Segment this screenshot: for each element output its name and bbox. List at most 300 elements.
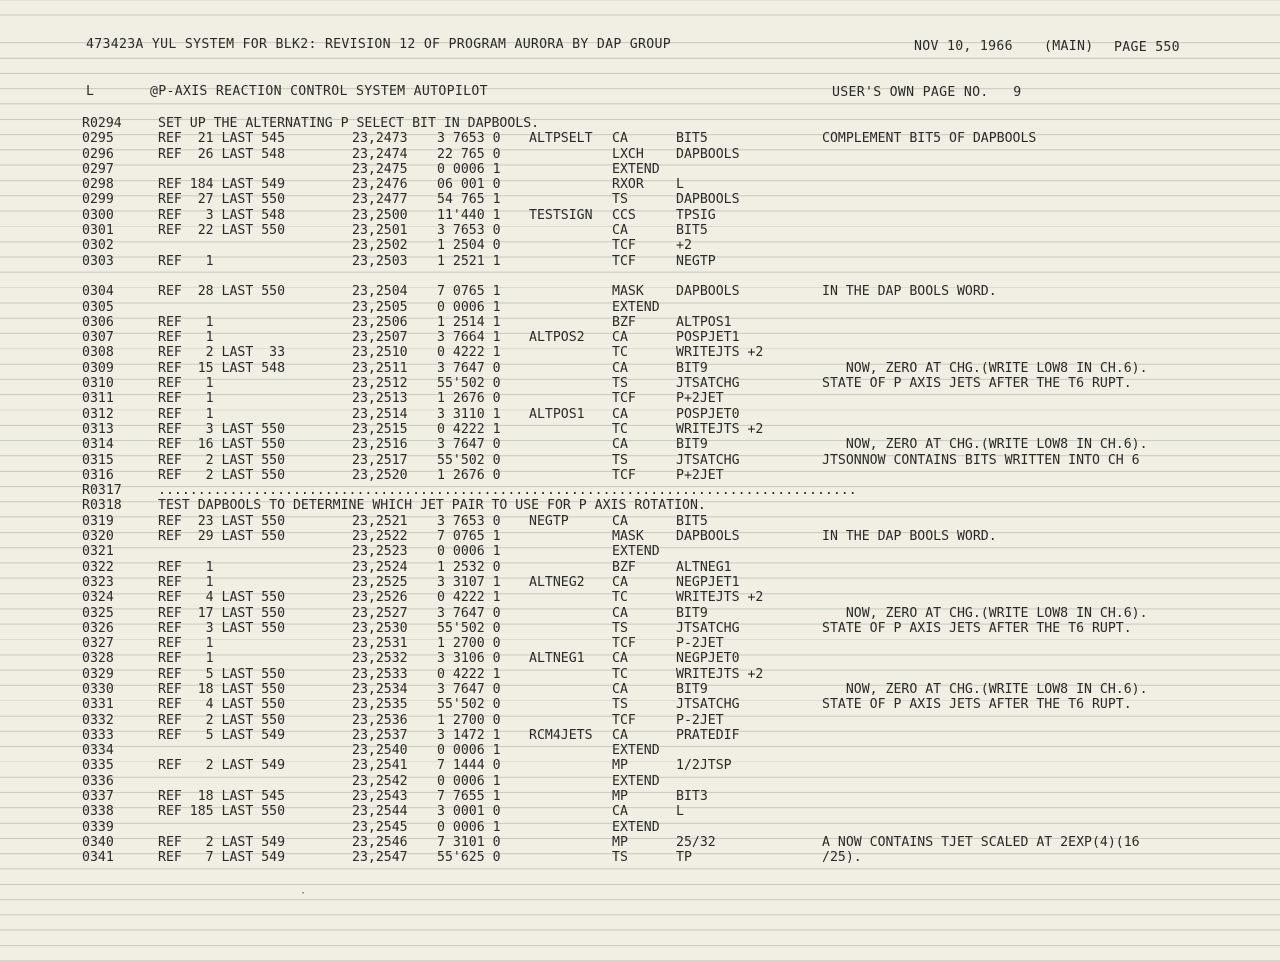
- reference-field: REF 5 LAST 550: [158, 666, 286, 682]
- listing-row: [0, 376, 1280, 391]
- octal-code: 06 001 0: [437, 177, 501, 193]
- listing-row: [0, 850, 1280, 865]
- remark-text: TEST DAPBOOLS TO DETERMINE WHICH JET PAIR TO USE FOR P AXIS ROTATION.: [158, 498, 706, 514]
- operand: NEGPJET1: [676, 574, 740, 590]
- line-number: 0332: [82, 712, 114, 728]
- opcode: EXTEND: [612, 299, 660, 315]
- line-number: 0325: [82, 605, 114, 621]
- octal-code: 1 2521 1: [437, 253, 501, 269]
- operand: WRITEJTS +2: [676, 666, 764, 682]
- reference-field: REF 184 LAST 549: [158, 177, 286, 193]
- listing-row: [0, 391, 1280, 406]
- address-field: 23,2540: [352, 743, 408, 759]
- listing-row: [0, 422, 1280, 437]
- line-number: 0306: [82, 314, 114, 330]
- address-field: 23,2537: [352, 727, 408, 743]
- comment: IN THE DAP BOOLS WORD.: [822, 284, 997, 300]
- line-number: 0298: [82, 177, 114, 193]
- reference-field: REF 2 LAST 33: [158, 345, 286, 361]
- reference-field: REF 29 LAST 550: [158, 529, 286, 545]
- comment: COMPLEMENT BIT5 OF DAPBOOLS: [822, 131, 1037, 147]
- octal-code: 3 7653 0: [437, 513, 501, 529]
- line-number: 0307: [82, 330, 114, 346]
- line-number: 0320: [82, 529, 114, 545]
- address-field: 23,2536: [352, 712, 408, 728]
- address-field: 23,2512: [352, 376, 408, 392]
- line-number: 0311: [82, 391, 114, 407]
- line-number: 0303: [82, 253, 114, 269]
- symbol-label: ALTPOS1: [529, 406, 585, 422]
- listing-row: [0, 529, 1280, 544]
- operand: DAPBOOLS: [676, 529, 740, 545]
- reference-field: REF 2 LAST 550: [158, 712, 286, 728]
- comment: NOW, ZERO AT CHG.(WRITE LOW8 IN CH.6).: [822, 437, 1148, 453]
- comment: STATE OF P AXIS JETS AFTER THE T6 RUPT.: [822, 620, 1132, 636]
- reference-field: REF 18 LAST 545: [158, 789, 286, 805]
- address-field: 23,2541: [352, 758, 408, 774]
- operand: L: [676, 177, 684, 193]
- reference-field: REF 185 LAST 550: [158, 804, 286, 820]
- page-number: PAGE 550: [1114, 40, 1180, 55]
- operand: BIT5: [676, 131, 708, 147]
- line-number: 0334: [82, 743, 114, 759]
- opcode: TS: [612, 192, 628, 208]
- octal-code: 7 3101 0: [437, 834, 501, 850]
- octal-code: 1 2514 1: [437, 314, 501, 330]
- line-number: 0295: [82, 131, 114, 147]
- octal-code: 3 7664 1: [437, 330, 501, 346]
- address-field: 23,2513: [352, 391, 408, 407]
- listing-row: [0, 820, 1280, 835]
- line-number: 0310: [82, 376, 114, 392]
- print-date: NOV 10, 1966: [914, 39, 1013, 54]
- operand: PRATEDIF: [676, 727, 740, 743]
- reference-field: REF 2 LAST 549: [158, 834, 286, 850]
- listing-row: [0, 284, 1280, 299]
- address-field: 23,2535: [352, 697, 408, 713]
- listing-row: [0, 774, 1280, 789]
- listing-row: [0, 713, 1280, 728]
- opcode: EXTEND: [612, 544, 660, 560]
- operand: NEGTP: [676, 253, 716, 269]
- listing-row: [0, 483, 1280, 498]
- opcode: BZF: [612, 314, 636, 330]
- line-number: 0324: [82, 590, 114, 606]
- listing-row: [0, 789, 1280, 804]
- opcode: CA: [612, 330, 628, 346]
- reference-field: REF 28 LAST 550: [158, 284, 286, 300]
- listing-row: [0, 468, 1280, 483]
- listing-row: [0, 560, 1280, 575]
- listing-row: [0, 162, 1280, 177]
- line-number: 0336: [82, 773, 114, 789]
- octal-code: 0 4222 1: [437, 666, 501, 682]
- address-field: 23,2524: [352, 559, 408, 575]
- operand: P+2JET: [676, 391, 724, 407]
- opcode: CA: [612, 651, 628, 667]
- address-field: 23,2510: [352, 345, 408, 361]
- operand: JTSATCHG: [676, 376, 740, 392]
- line-number: 0316: [82, 467, 114, 483]
- opcode: TS: [612, 376, 628, 392]
- line-number: 0309: [82, 360, 114, 376]
- comment: STATE OF P AXIS JETS AFTER THE T6 RUPT.: [822, 697, 1132, 713]
- opcode: CCS: [612, 207, 636, 223]
- opcode: EXTEND: [612, 819, 660, 835]
- listing-row: [0, 606, 1280, 621]
- octal-code: 3 7653 0: [437, 223, 501, 239]
- operand: WRITEJTS +2: [676, 421, 764, 437]
- comment: NOW, ZERO AT CHG.(WRITE LOW8 IN CH.6).: [822, 681, 1148, 697]
- opcode: CA: [612, 513, 628, 529]
- opcode: MP: [612, 834, 628, 850]
- octal-code: 7 7655 1: [437, 789, 501, 805]
- comment: A NOW CONTAINS TJET SCALED AT 2EXP(4)(16: [822, 834, 1140, 850]
- octal-code: 0 4222 1: [437, 590, 501, 606]
- line-number: 0304: [82, 284, 114, 300]
- operand: 1/2JTSP: [676, 758, 732, 774]
- print-mode: (MAIN): [1044, 39, 1094, 54]
- paper-speck: ·: [300, 888, 307, 899]
- line-number: 0335: [82, 758, 114, 774]
- octal-code: 3 0001 0: [437, 804, 501, 820]
- line-number: 0305: [82, 299, 114, 315]
- operand: P+2JET: [676, 467, 724, 483]
- listing-row: [0, 804, 1280, 819]
- operand: ALTPOS1: [676, 314, 732, 330]
- octal-code: 1 2700 0: [437, 636, 501, 652]
- address-field: 23,2504: [352, 284, 408, 300]
- opcode: CA: [612, 605, 628, 621]
- address-field: 23,2475: [352, 161, 408, 177]
- reference-field: REF 1: [158, 636, 214, 652]
- listing-row: [0, 651, 1280, 666]
- opcode: CA: [612, 437, 628, 453]
- opcode: RXOR: [612, 177, 644, 193]
- reference-field: REF 4 LAST 550: [158, 697, 286, 713]
- address-field: 23,2543: [352, 789, 408, 805]
- listing-row: [0, 131, 1280, 146]
- line-number: 0297: [82, 161, 114, 177]
- reference-field: REF 2 LAST 549: [158, 758, 286, 774]
- address-field: 23,2506: [352, 314, 408, 330]
- reference-field: REF 26 LAST 548: [158, 146, 286, 162]
- opcode: TCF: [612, 712, 636, 728]
- reference-field: REF 1: [158, 559, 214, 575]
- reference-field: REF 16 LAST 550: [158, 437, 286, 453]
- remark-text: ........................................................................................: [158, 483, 857, 499]
- operand: JTSATCHG: [676, 452, 740, 468]
- address-field: 23,2514: [352, 406, 408, 422]
- operand: BIT5: [676, 513, 708, 529]
- address-field: 23,2534: [352, 681, 408, 697]
- listing-row: [0, 147, 1280, 162]
- octal-code: 55'625 0: [437, 850, 501, 866]
- symbol-label: ALTNEG1: [529, 651, 585, 667]
- line-number: R0318: [82, 498, 122, 514]
- octal-code: 3 3106 0: [437, 651, 501, 667]
- operand: P-2JET: [676, 636, 724, 652]
- comment: JTSONNOW CONTAINS BITS WRITTEN INTO CH 6: [822, 452, 1140, 468]
- octal-code: 1 2532 0: [437, 559, 501, 575]
- opcode: CA: [612, 131, 628, 147]
- operand: BIT9: [676, 360, 708, 376]
- line-number: 0327: [82, 636, 114, 652]
- line-number: 0340: [82, 834, 114, 850]
- listing-row: [0, 223, 1280, 238]
- listing-row: [0, 682, 1280, 697]
- octal-code: 7 0765 1: [437, 529, 501, 545]
- octal-code: 3 3107 1: [437, 574, 501, 590]
- operand: L: [676, 804, 684, 820]
- reference-field: REF 2 LAST 550: [158, 452, 286, 468]
- operand: JTSATCHG: [676, 697, 740, 713]
- operand: BIT9: [676, 681, 708, 697]
- opcode: TS: [612, 452, 628, 468]
- reference-field: REF 3 LAST 550: [158, 421, 286, 437]
- address-field: 23,2476: [352, 177, 408, 193]
- address-field: 23,2520: [352, 467, 408, 483]
- octal-code: 55'502 0: [437, 376, 501, 392]
- listing-row: [0, 315, 1280, 330]
- line-number: 0302: [82, 238, 114, 254]
- octal-code: 0 0006 1: [437, 743, 501, 759]
- line-number: 0328: [82, 651, 114, 667]
- comment: /25).: [822, 850, 862, 866]
- listing-row: [0, 590, 1280, 605]
- opcode: TCF: [612, 391, 636, 407]
- listing-row: [0, 743, 1280, 758]
- operand: DAPBOOLS: [676, 284, 740, 300]
- reference-field: REF 2 LAST 550: [158, 467, 286, 483]
- address-field: 23,2544: [352, 804, 408, 820]
- opcode: TCF: [612, 636, 636, 652]
- symbol-label: ALTPOS2: [529, 330, 585, 346]
- octal-code: 11'440 1: [437, 207, 501, 223]
- reference-field: REF 1: [158, 376, 214, 392]
- address-field: 23,2521: [352, 513, 408, 529]
- listing-row: [0, 621, 1280, 636]
- address-field: 23,2505: [352, 299, 408, 315]
- listing-row: [0, 437, 1280, 452]
- reference-field: REF 7 LAST 549: [158, 850, 286, 866]
- line-number: 0300: [82, 207, 114, 223]
- line-number: 0331: [82, 697, 114, 713]
- opcode: TC: [612, 345, 628, 361]
- operand: JTSATCHG: [676, 620, 740, 636]
- listing-row: [0, 192, 1280, 207]
- octal-code: 54 765 1: [437, 192, 501, 208]
- line-number: 0315: [82, 452, 114, 468]
- line-number: R0294: [82, 116, 122, 131]
- opcode: MP: [612, 758, 628, 774]
- reference-field: REF 3 LAST 548: [158, 207, 286, 223]
- octal-code: 7 1444 0: [437, 758, 501, 774]
- remark-text: SET UP THE ALTERNATING P SELECT BIT IN DAPBOOLS.: [158, 116, 540, 131]
- opcode: EXTEND: [612, 773, 660, 789]
- reference-field: REF 1: [158, 253, 214, 269]
- listing-row: [0, 208, 1280, 223]
- octal-code: 55'502 0: [437, 697, 501, 713]
- listing-lines: [0, 116, 1280, 866]
- address-field: 23,2511: [352, 360, 408, 376]
- operand: P-2JET: [676, 712, 724, 728]
- operand: TPSIG: [676, 207, 716, 223]
- listing-row: [0, 361, 1280, 376]
- listing-row: [0, 345, 1280, 360]
- line-number: 0299: [82, 192, 114, 208]
- listing-row: [0, 667, 1280, 682]
- address-field: 23,2516: [352, 437, 408, 453]
- octal-code: 55'502 0: [437, 452, 501, 468]
- operand: TP: [676, 850, 692, 866]
- opcode: TS: [612, 620, 628, 636]
- line-number: 0319: [82, 513, 114, 529]
- address-field: 23,2507: [352, 330, 408, 346]
- symbol-label: RCM4JETS: [529, 727, 593, 743]
- listing-row: [0, 697, 1280, 712]
- opcode: TC: [612, 666, 628, 682]
- address-field: 23,2542: [352, 773, 408, 789]
- operand: +2: [676, 238, 692, 254]
- opcode: TC: [612, 590, 628, 606]
- listing-row: [0, 498, 1280, 513]
- opcode: MASK: [612, 284, 644, 300]
- octal-code: 55'502 0: [437, 620, 501, 636]
- line-number: 0322: [82, 559, 114, 575]
- reference-field: REF 1: [158, 314, 214, 330]
- octal-code: 0 4222 1: [437, 345, 501, 361]
- operand: POSPJET1: [676, 330, 740, 346]
- opcode: CA: [612, 360, 628, 376]
- address-field: 23,2515: [352, 421, 408, 437]
- operand: BIT9: [676, 605, 708, 621]
- reference-field: REF 1: [158, 574, 214, 590]
- reference-field: REF 5 LAST 549: [158, 727, 286, 743]
- operand: 25/32: [676, 834, 716, 850]
- line-number: 0333: [82, 727, 114, 743]
- line-number: 0321: [82, 544, 114, 560]
- opcode: TCF: [612, 238, 636, 254]
- octal-code: 1 2504 0: [437, 238, 501, 254]
- octal-code: 1 2676 0: [437, 391, 501, 407]
- address-field: 23,2545: [352, 819, 408, 835]
- operand: WRITEJTS +2: [676, 590, 764, 606]
- address-field: 23,2517: [352, 452, 408, 468]
- job-header: 473423A YUL SYSTEM FOR BLK2: REVISION 12 OF PROGRAM AURORA BY DAP GROUP: [86, 37, 672, 52]
- line-number: 0312: [82, 406, 114, 422]
- operand: NEGPJET0: [676, 651, 740, 667]
- octal-code: 3 7647 0: [437, 681, 501, 697]
- line-number: 0329: [82, 666, 114, 682]
- opcode: LXCH: [612, 146, 644, 162]
- section-title: @P-AXIS REACTION CONTROL SYSTEM AUTOPILOT: [150, 84, 488, 99]
- listing-row: [0, 728, 1280, 743]
- line-number: 0308: [82, 345, 114, 361]
- reference-field: REF 1: [158, 651, 214, 667]
- listing-row: [0, 177, 1280, 192]
- symbol-label: NEGTP: [529, 513, 569, 529]
- comment: STATE OF P AXIS JETS AFTER THE T6 RUPT.: [822, 376, 1132, 392]
- address-field: 23,2531: [352, 636, 408, 652]
- listing-row: [0, 758, 1280, 773]
- octal-code: 3 3110 1: [437, 406, 501, 422]
- opcode: TC: [612, 421, 628, 437]
- reference-field: REF 3 LAST 550: [158, 620, 286, 636]
- address-field: 23,2532: [352, 651, 408, 667]
- address-field: 23,2526: [352, 590, 408, 606]
- comment: NOW, ZERO AT CHG.(WRITE LOW8 IN CH.6).: [822, 360, 1148, 376]
- line-number: 0338: [82, 804, 114, 820]
- operand: DAPBOOLS: [676, 146, 740, 162]
- reference-field: REF 21 LAST 545: [158, 131, 286, 147]
- opcode: CA: [612, 574, 628, 590]
- listing-row: [0, 254, 1280, 269]
- address-field: 23,2474: [352, 146, 408, 162]
- opcode: TS: [612, 697, 628, 713]
- octal-code: 0 4222 1: [437, 421, 501, 437]
- operand: POSPJET0: [676, 406, 740, 422]
- opcode: CA: [612, 804, 628, 820]
- address-field: 23,2547: [352, 850, 408, 866]
- listing-row: [0, 544, 1280, 559]
- octal-code: 0 0006 1: [437, 161, 501, 177]
- octal-code: 1 2700 0: [437, 712, 501, 728]
- listing-row: [0, 835, 1280, 850]
- listing-row: [0, 407, 1280, 422]
- octal-code: 3 7653 0: [437, 131, 501, 147]
- address-field: 23,2522: [352, 529, 408, 545]
- octal-code: 7 0765 1: [437, 284, 501, 300]
- address-field: 23,2473: [352, 131, 408, 147]
- line-number: 0337: [82, 789, 114, 805]
- opcode: MASK: [612, 529, 644, 545]
- reference-field: REF 23 LAST 550: [158, 513, 286, 529]
- listing-row: [0, 330, 1280, 345]
- symbol-label: ALTNEG2: [529, 574, 585, 590]
- listing-row: [0, 453, 1280, 468]
- symbol-label: TESTSIGN: [529, 207, 593, 223]
- opcode: BZF: [612, 559, 636, 575]
- reference-field: REF 4 LAST 550: [158, 590, 286, 606]
- opcode: EXTEND: [612, 743, 660, 759]
- opcode: EXTEND: [612, 161, 660, 177]
- reference-field: REF 18 LAST 550: [158, 681, 286, 697]
- reference-field: REF 1: [158, 406, 214, 422]
- line-number: 0313: [82, 421, 114, 437]
- address-field: 23,2527: [352, 605, 408, 621]
- listing-row: [0, 636, 1280, 651]
- address-field: 23,2523: [352, 544, 408, 560]
- octal-code: 3 7647 0: [437, 360, 501, 376]
- address-field: 23,2546: [352, 834, 408, 850]
- octal-code: 3 7647 0: [437, 437, 501, 453]
- opcode: CA: [612, 727, 628, 743]
- line-number: 0314: [82, 437, 114, 453]
- comment: NOW, ZERO AT CHG.(WRITE LOW8 IN CH.6).: [822, 605, 1148, 621]
- operand: DAPBOOLS: [676, 192, 740, 208]
- octal-code: 1 2676 0: [437, 467, 501, 483]
- operand: ALTNEG1: [676, 559, 732, 575]
- opcode: MP: [612, 789, 628, 805]
- line-number: 0296: [82, 146, 114, 162]
- address-field: 23,2533: [352, 666, 408, 682]
- octal-code: 0 0006 1: [437, 544, 501, 560]
- symbol-label: ALTPSELT: [529, 131, 593, 147]
- listing-row: [0, 575, 1280, 590]
- users-page-number: USER'S OWN PAGE NO. 9: [832, 85, 1022, 100]
- opcode: CA: [612, 681, 628, 697]
